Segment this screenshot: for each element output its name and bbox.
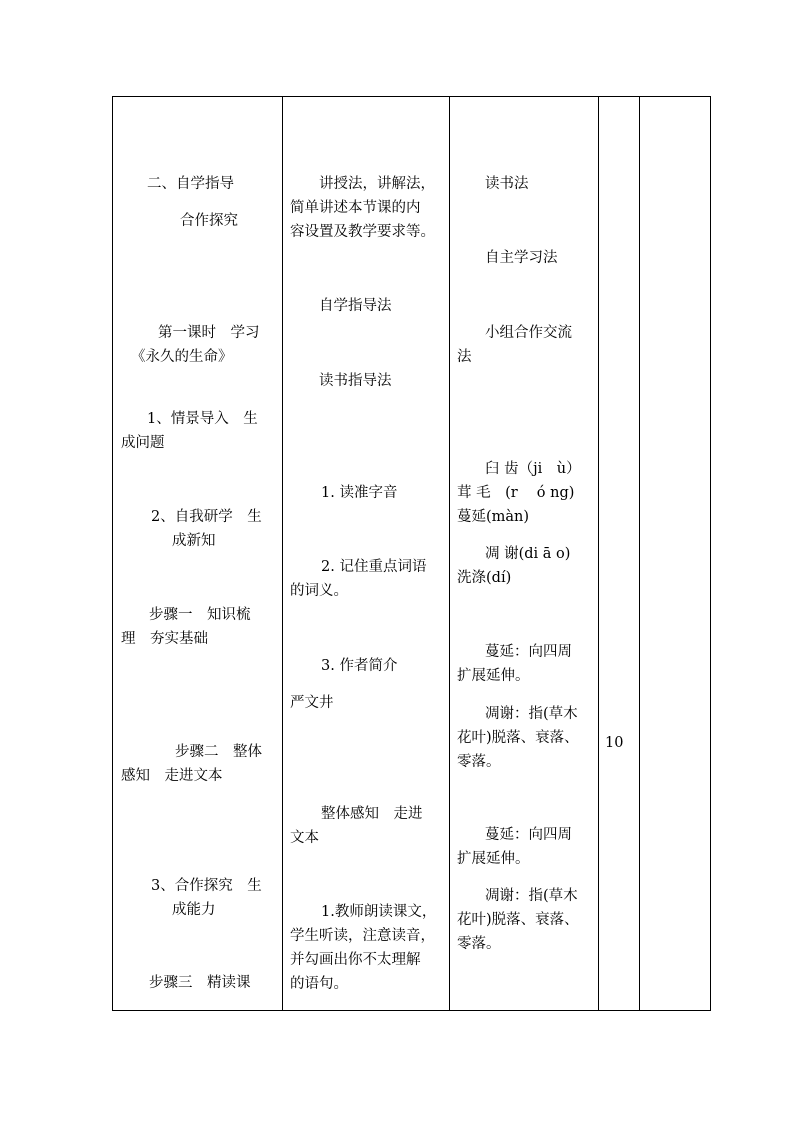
- time-value: 10: [605, 735, 624, 751]
- method-line: 严文井: [290, 695, 334, 711]
- method-line: 容设置及教学要求等。: [290, 224, 435, 240]
- method-line: 读书指导法: [319, 373, 392, 389]
- learning-line: 法: [457, 349, 472, 365]
- content-line: 第一课时 学习: [158, 325, 260, 341]
- learning-line: 花叶)脱落、衰落、: [457, 912, 579, 928]
- learning-line: 蔓延：向四周: [485, 827, 572, 843]
- learning-line: 凋 谢(di ā o): [485, 546, 571, 562]
- lesson-plan-table: [112, 96, 711, 1011]
- content-line: 感知 走进文本: [121, 768, 223, 784]
- notes-cell: [640, 97, 711, 1011]
- content-line: 步骤二 整体: [175, 744, 262, 760]
- time-cell: [599, 97, 640, 1011]
- method-line: 1.教师朗读课文，: [321, 904, 437, 920]
- content-line: 步骤一 知识梳: [149, 607, 251, 623]
- learning-line: 蔓延：向四周: [485, 644, 572, 660]
- learning-line: 零落。: [457, 936, 501, 952]
- content-line: 合作探究: [180, 213, 238, 229]
- method-line: 讲授法，讲解法，: [319, 176, 435, 192]
- method-line: 3. 作者简介: [321, 658, 398, 674]
- method-line: 简单讲述本节课的内: [290, 200, 421, 216]
- content-line: 成问题: [121, 435, 165, 451]
- table-row: [113, 97, 711, 1011]
- learning-line: 洗涤(dí): [457, 570, 512, 586]
- learning-line: 花叶)脱落、衰落、: [457, 730, 579, 746]
- method-line: 并勾画出你不太理解: [290, 952, 421, 968]
- content-line: 2、自我研学 生: [151, 509, 262, 525]
- learning-line: 臼 齿（ji ù）: [485, 461, 581, 477]
- learning-line: 小组合作交流: [485, 325, 572, 341]
- learning-cell: [450, 97, 599, 1011]
- learning-line: 读书法: [485, 176, 529, 192]
- content-line: 步骤三 精读课: [149, 975, 251, 991]
- method-line: 的词义。: [290, 583, 348, 599]
- learning-line: 自主学习法: [485, 250, 558, 266]
- content-cell: [113, 97, 283, 1011]
- method-line: 2. 记住重点词语: [321, 559, 427, 575]
- learning-line: 扩展延伸。: [457, 851, 530, 867]
- learning-line: 凋谢：指(草木: [485, 706, 578, 722]
- content-line: 二、自学指导: [147, 176, 234, 192]
- method-line: 学生听读，注意读音，: [290, 928, 435, 944]
- learning-line: 凋谢：指(草木: [485, 888, 578, 904]
- content-line: 1、情景导入 生: [147, 411, 258, 427]
- method-line: 自学指导法: [319, 298, 392, 314]
- content-line: 成新知: [172, 533, 216, 549]
- method-line: 1. 读准字音: [321, 485, 398, 501]
- learning-line: 茸 毛 (r ó ng): [457, 485, 575, 501]
- content-line: 理 夯实基础: [121, 631, 208, 647]
- method-line: 文本: [290, 830, 319, 846]
- content-line: 《永久的生命》: [131, 349, 233, 365]
- content-line: 成能力: [172, 902, 216, 918]
- method-line: 整体感知 走进: [321, 806, 423, 822]
- method-cell: [283, 97, 450, 1011]
- learning-line: 蔓延(màn): [457, 509, 530, 525]
- method-line: 的语句。: [290, 976, 348, 992]
- learning-line: 零落。: [457, 754, 501, 770]
- learning-line: 扩展延伸。: [457, 668, 530, 684]
- content-line: 3、合作探究 生: [151, 878, 262, 894]
